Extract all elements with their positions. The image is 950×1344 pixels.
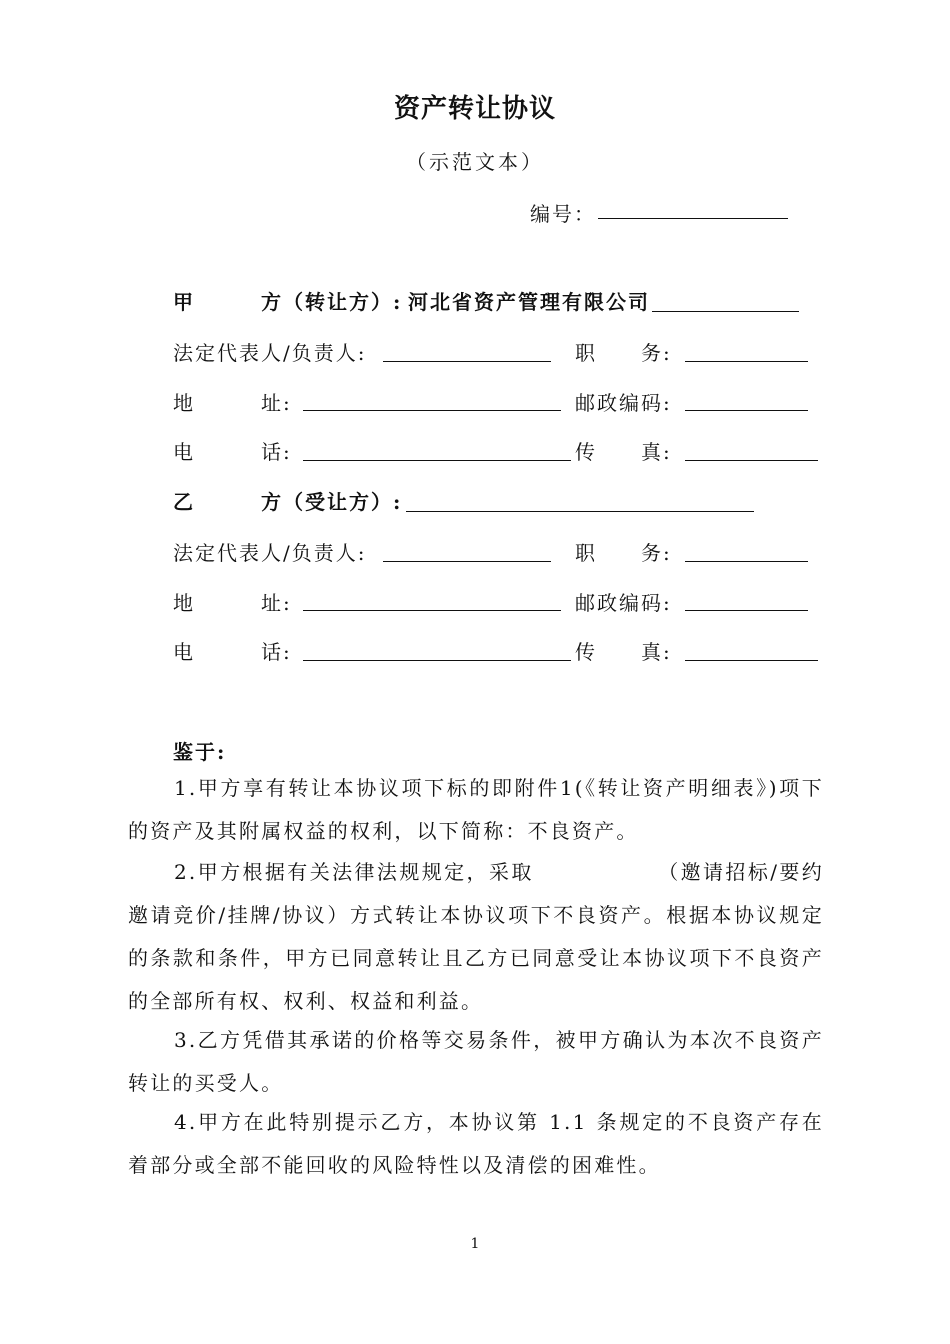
party-a-name: 河北省资产管理有限公司 bbox=[408, 290, 650, 314]
party-b-postal-label: 邮政编码: bbox=[575, 591, 672, 615]
party-a-addr-blank[interactable] bbox=[303, 410, 561, 411]
party-a-addr-label-2: 址: bbox=[261, 391, 292, 415]
document-subtitle: （示范文本） bbox=[406, 150, 544, 174]
party-b-label: 方（受让方）: bbox=[261, 490, 403, 514]
party-b-phone-label-2: 话: bbox=[261, 640, 292, 664]
party-b-fax-blank[interactable] bbox=[685, 660, 818, 661]
party-b-title-label-1: 职 bbox=[575, 541, 597, 565]
party-a-phone-blank[interactable] bbox=[303, 460, 571, 461]
document-title: 资产转让协议 bbox=[393, 94, 556, 124]
page-number: 1 bbox=[470, 1236, 480, 1252]
number-blank[interactable] bbox=[598, 218, 788, 219]
party-a-phone-label-2: 话: bbox=[261, 440, 292, 464]
party-b-postal-blank[interactable] bbox=[685, 610, 808, 611]
party-a-label: 方（转让方）: bbox=[261, 290, 403, 314]
party-b-phone-blank[interactable] bbox=[303, 660, 571, 661]
party-a-name-blank[interactable] bbox=[652, 311, 799, 312]
clause-4: 4.甲方在此特别提示乙方，本协议第 1.1 条规定的不良资产存在着部分或全部不能回收的风险特性以及清偿的困难性。 bbox=[128, 1110, 824, 1177]
party-a-fax-label-1: 传 bbox=[575, 440, 597, 464]
clause-1: 1.甲方享有转让本协议项下标的即附件1(《转让资产明细表》)项下的资产及其附属权益的权利，以下简称：不良资产。 bbox=[128, 776, 824, 843]
party-a-phone-label-1: 电 bbox=[173, 440, 195, 464]
party-b-title-blank[interactable] bbox=[685, 561, 808, 562]
party-a-postal-label: 邮政编码: bbox=[575, 391, 672, 415]
party-b-fax-label-2: 真: bbox=[641, 640, 672, 664]
party-b-fax-label-1: 传 bbox=[575, 640, 597, 664]
party-a-rep-blank[interactable] bbox=[383, 361, 551, 362]
party-b-title-label-2: 务: bbox=[641, 541, 672, 565]
party-b-addr-label-2: 址: bbox=[261, 591, 292, 615]
party-a-title-label-2: 务: bbox=[641, 341, 672, 365]
number-label: 编号： bbox=[530, 202, 596, 226]
party-a-postal-blank[interactable] bbox=[685, 410, 808, 411]
party-a-title-label-1: 职 bbox=[575, 341, 597, 365]
party-b-label-char: 乙 bbox=[173, 490, 195, 514]
party-a-addr-label-1: 地 bbox=[173, 391, 195, 415]
party-b-addr-label-1: 地 bbox=[173, 591, 195, 615]
clause-2: 2.甲方根据有关法律法规规定，采取 （邀请招标/要约邀请竞价/挂牌/协议）方式转让本协议项下不良资产。根据本协议规定的条款和条件，甲方已同意转让且乙方已同意受让本协议项下不良资产的全部所有权、权利、权益和利益。 bbox=[128, 860, 824, 1013]
party-b-addr-blank[interactable] bbox=[303, 610, 561, 611]
party-a-label-char: 甲 bbox=[173, 290, 195, 314]
party-a-fax-label-2: 真: bbox=[641, 440, 672, 464]
party-b-rep-blank[interactable] bbox=[383, 561, 551, 562]
party-b-phone-label-1: 电 bbox=[173, 640, 195, 664]
party-a-rep-label: 法定代表人/负责人: bbox=[173, 341, 367, 365]
clause-3: 3.乙方凭借其承诺的价格等交易条件，被甲方确认为本次不良资产转让的买受人。 bbox=[128, 1028, 824, 1095]
whereas-heading: 鉴于: bbox=[173, 740, 227, 764]
party-a-title-blank[interactable] bbox=[685, 361, 808, 362]
party-a-fax-blank[interactable] bbox=[685, 460, 818, 461]
party-b-name-blank[interactable] bbox=[406, 511, 754, 512]
party-b-rep-label: 法定代表人/负责人: bbox=[173, 541, 367, 565]
